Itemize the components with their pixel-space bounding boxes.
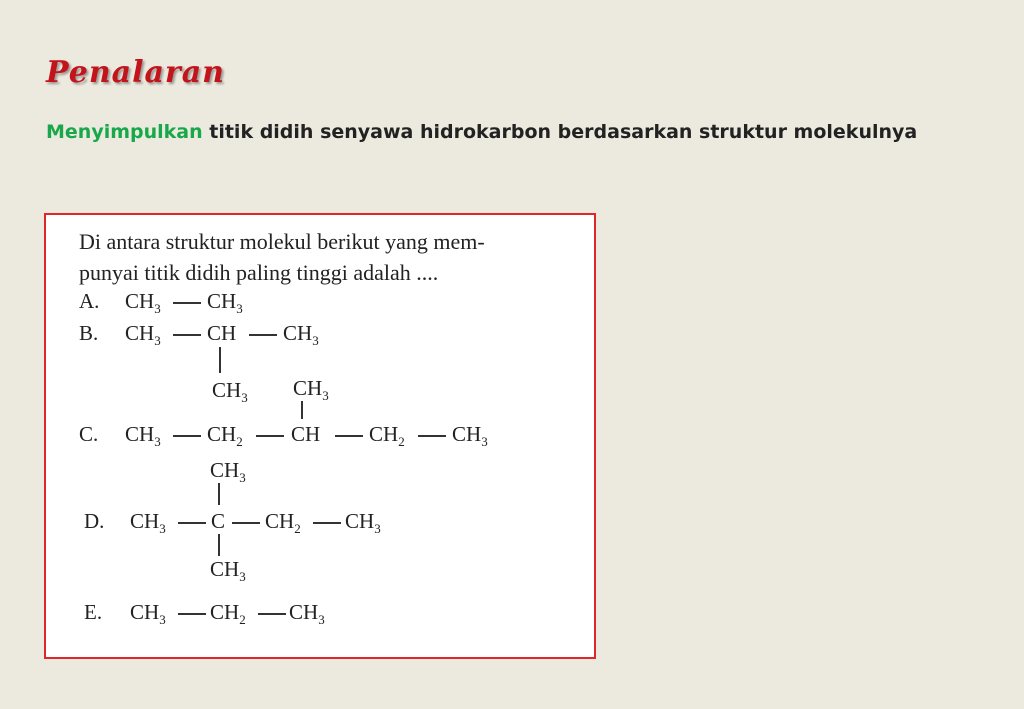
ch3-group: $CH_3$ [125,422,161,449]
subtitle-rest: titik didih senyawa hidrokarbon berdasarkan struktur molekulnya [202,121,918,143]
question-line-2: punyai titik didih paling tinggi adalah .... [79,260,439,285]
ch3-group: $CH_3$ [125,289,161,316]
bond [178,613,206,615]
ch3-group: $CH_3$ [207,289,243,316]
ch-group: CH [291,422,321,446]
question-box [44,213,596,659]
bond [218,534,220,556]
ch3-group: $CH_3$ [210,557,246,584]
ch2-group: $CH_2$ [265,509,301,536]
slide-title: Penalaran [46,55,225,90]
bond [301,401,303,419]
ch3-group: $CH_3$ [130,600,166,627]
ch2-group: $CH_2$ [207,422,243,449]
ch3-group: $CH_3$ [130,509,166,536]
option-b-label: B. [79,321,99,345]
ch3-group: $CH_3$ [283,321,319,348]
ch3-group: $CH_3$ [125,321,161,348]
bond [218,483,220,505]
ch-group: CH [207,321,237,345]
bond [313,522,341,524]
bond [173,302,201,304]
ch3-group: $CH_3$ [293,376,329,403]
ch3-group: $CH_3$ [452,422,488,449]
question-line-1: Di antara struktur molekul berikut yang mem- [79,229,485,254]
subtitle-accent: Menyimpulkan [46,121,203,143]
option-a-label: A. [79,289,100,313]
ch3-group: $CH_3$ [210,458,246,485]
bond [418,435,446,437]
ch2-group: $CH_2$ [210,600,246,627]
bond [173,334,201,336]
ch3-group: $CH_3$ [212,378,248,405]
bond [335,435,363,437]
option-c-label: C. [79,422,99,446]
option-e-label: E. [84,600,103,624]
slide-subtitle [46,116,926,148]
bond [258,613,286,615]
ch3-group: $CH_3$ [345,509,381,536]
ch2-group: $CH_2$ [369,422,405,449]
bond [178,522,206,524]
bond [249,334,277,336]
bond [256,435,284,437]
bond [232,522,260,524]
bond [219,347,221,373]
c-atom: C [211,509,226,533]
bond [173,435,201,437]
ch3-group: $CH_3$ [289,600,325,627]
option-d-label: D. [84,509,105,533]
